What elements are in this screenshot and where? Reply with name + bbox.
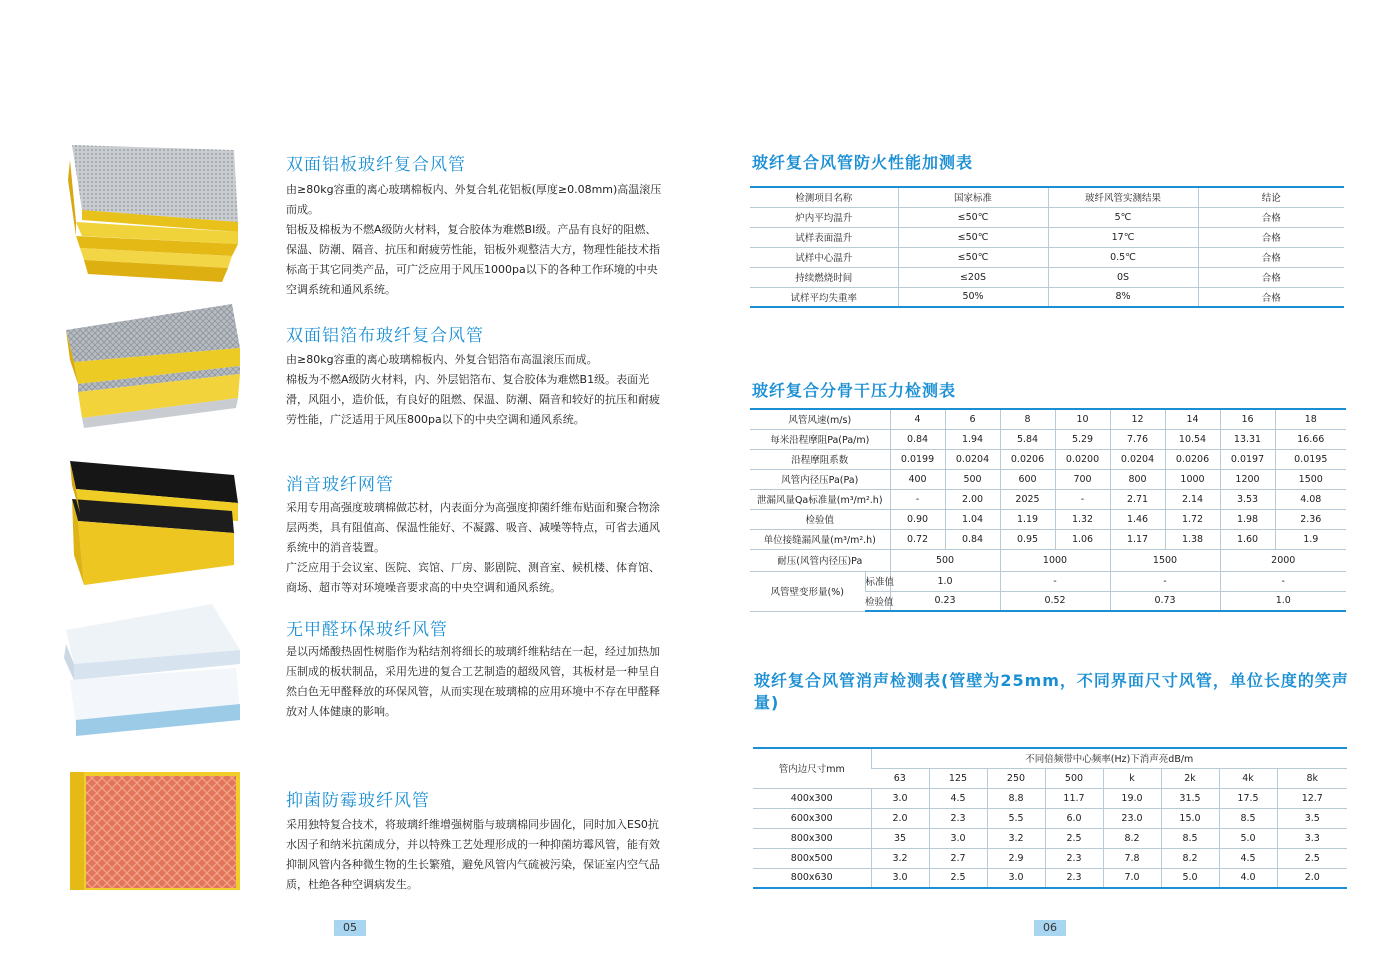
table-cell: 每米沿程摩阻Pa(Pa/m) [750,429,890,449]
table-cell: 5℃ [1048,207,1198,227]
table-cell: 试样表面温升 [750,227,898,247]
table-cell: 0.72 [890,529,945,549]
table-cell: 1.0 [890,571,1000,591]
table-cell: 1500 [1110,549,1220,571]
table-cell: 检验值 [865,591,890,611]
table-cell: 12.7 [1277,788,1347,808]
table-cell: ≤50℃ [898,247,1048,267]
product-paragraph: 铝板及棉板为不燃A级防火材料，复合胶体为难燃BI级。产品有良好的阻燃、保温、防潮、隔音、抗压和耐疲劳性能，铝板外观整洁大方，物理性能技术指标高于其它同类产品，可广泛应用于风压1000pa以下的各种工作环境的中央空调系统和通风系统。 [286,223,660,296]
table-cell: 2.14 [1165,489,1220,509]
table-cell: 合格 [1198,287,1344,307]
table-cell: 8.8 [987,788,1045,808]
table-cell: 800x630 [753,868,871,888]
table-cell: 2.5 [1045,828,1103,848]
table-cell: 2.3 [1045,848,1103,868]
table-cell: 19.0 [1103,788,1161,808]
table-row [750,529,1346,549]
table-cell: 单位接缝漏风量(m³/m².h) [750,529,890,549]
table-cell: 800 [1110,469,1165,489]
table-cell: 23.0 [1103,808,1161,828]
table-row [750,227,1344,247]
table-header: 结论 [1198,187,1344,207]
table-cell: 2.36 [1275,509,1346,529]
table-cell: 1000 [1000,549,1110,571]
table-cell: 2.5 [1277,848,1347,868]
table-cell: 4.5 [1219,848,1277,868]
table-row [750,247,1344,267]
table-header: 管内边尺寸mm [753,748,871,788]
table-cell: 0.0206 [1000,449,1055,469]
aluminum-plate-duct-image [62,140,242,290]
table-cell: 50% [898,287,1048,307]
table-cell: 11.7 [1045,788,1103,808]
table-header: 63 [871,768,929,788]
sound-test-table [753,747,1347,889]
table-cell: 0.52 [1000,591,1110,611]
table-cell: 2.71 [1110,489,1165,509]
table-cell: 600x300 [753,808,871,828]
table-cell: 泄漏风量Qa标准量(m³/m².h) [750,489,890,509]
product-description [286,498,666,598]
table-cell: 10.54 [1165,429,1220,449]
table-cell: 1.04 [945,509,1000,529]
fire-table-title: 玻纤复合风管防火性能加测表 [752,153,974,172]
table-cell: - [890,489,945,509]
product-description [286,180,666,300]
table-cell: 耐压(风管内径压)Pa [750,549,890,571]
table-cell: 风管壁变形量(%) [750,571,865,611]
table-cell: 1500 [1275,469,1346,489]
table-cell: 600 [1000,469,1055,489]
product-paragraph: 由≥80kg容重的离心玻璃棉板内、外复合轧花铝板(厚度≥0.08mm)高温滚压而成。 [286,183,662,216]
product-paragraph: 采用独特复合技术，将玻璃纤维增强树脂与玻璃棉同步固化，同时加入ES0抗水因子和纳米抗菌成分，并以特殊工艺处理形成的一种抑菌坊霉风管，能有效抑制风管内各种微生物的生长繁殖，避免风管内气硫被污染，保证室内空气品质，杜绝各种空调病发生。 [286,818,660,891]
table-row [753,828,1347,848]
table-cell: 1.94 [945,429,1000,449]
table-cell: 0.90 [890,509,945,529]
table-cell: 400 [890,469,945,489]
table-cell: 1.06 [1055,529,1110,549]
table-cell: 1.46 [1110,509,1165,529]
table-cell: 7.0 [1103,868,1161,888]
table-cell: 3.0 [871,868,929,888]
table-cell: 0.84 [945,529,1000,549]
product-description [286,350,666,430]
table-cell: 3.5 [1277,808,1347,828]
table-cell: 0.0204 [945,449,1000,469]
table-header: 检测项目名称 [750,187,898,207]
sound-table-title: 玻纤复合风管消声检测表(管壁为25mm，不同界面尺寸风管，单位长度的笑声量) [754,671,1349,712]
table-cell: 6.0 [1045,808,1103,828]
table-row [753,808,1347,828]
product-title: 双面铝板玻纤复合风管 [286,155,466,175]
table-cell: 合格 [1198,267,1344,287]
table-cell: 1.32 [1055,509,1110,529]
table-header: k [1103,768,1161,788]
table-cell: 800x500 [753,848,871,868]
table-cell: 0.23 [890,591,1000,611]
antibacterial-duct-image [62,768,242,893]
table-cell: 3.0 [987,868,1045,888]
table-cell: 2.5 [929,868,987,888]
table-header: 不同倍频带中心频率(Hz)下消声亮dB/m [871,748,1347,768]
table-cell: 3.2 [871,848,929,868]
table-cell: - [1220,571,1346,591]
table-header: 250 [987,768,1045,788]
table-row [750,449,1346,469]
product-paragraph: 由≥80kg容重的离心玻璃棉板内、外复合铝箔布高温滚压而成。 [286,353,598,366]
table-cell: 15.0 [1161,808,1219,828]
table-cell: 1.60 [1220,529,1275,549]
table-cell: 5.84 [1000,429,1055,449]
table-cell: 5.0 [1219,828,1277,848]
table-cell: ≤50℃ [898,207,1048,227]
table-header: 玻纤风管实测结果 [1048,187,1198,207]
table-cell: 2.3 [1045,868,1103,888]
table-cell: 1.17 [1110,529,1165,549]
table-header: 4k [1219,768,1277,788]
page-number-left: 05 [334,920,366,936]
table-cell: 0.0206 [1165,449,1220,469]
table-cell: 2.00 [945,489,1000,509]
table-cell: 4.0 [1219,868,1277,888]
table-cell: 16.66 [1275,429,1346,449]
table-row [753,868,1347,888]
table-cell: 8.5 [1161,828,1219,848]
table-cell: 5.29 [1055,429,1110,449]
table-cell: 0.0195 [1275,449,1346,469]
table-cell: 3.2 [987,828,1045,848]
table-cell: 标准值 [865,571,890,591]
table-cell: 17℃ [1048,227,1198,247]
table-cell: 1200 [1220,469,1275,489]
pressure-test-table [750,408,1346,612]
table-cell: 14 [1165,409,1220,429]
table-cell: 2.9 [987,848,1045,868]
table-cell: 0.0199 [890,449,945,469]
product-paragraph: 棉板为不燃A级防火材料，内、外层铝箔布、复合胶体为难燃B1级。表面光滑，风阻小，造价低，有良好的阻燃、保温、防潮、隔音和较好的抗压和耐疲劳性能，广泛适用于风压800pa以下的中央空调和通风系统。 [286,373,660,426]
table-cell: 7.76 [1110,429,1165,449]
table-cell: 0.0197 [1220,449,1275,469]
table-row [750,489,1346,509]
product-title: 消音玻纤网管 [286,475,394,495]
table-cell: 3.0 [929,828,987,848]
table-cell: - [1055,489,1110,509]
table-cell: 5.5 [987,808,1045,828]
table-cell: 3.0 [871,788,929,808]
table-cell: 0.84 [890,429,945,449]
table-cell: 3.53 [1220,489,1275,509]
table-cell: ≤50℃ [898,227,1048,247]
product-description [286,642,666,722]
table-cell: 8 [1000,409,1055,429]
table-header: 125 [929,768,987,788]
table-cell: 0.0200 [1055,449,1110,469]
table-cell: 8% [1048,287,1198,307]
table-cell: 炉内平均温升 [750,207,898,227]
table-cell: - [1000,571,1110,591]
table-row [753,848,1347,868]
table-header: 8k [1277,768,1347,788]
table-cell: 1.9 [1275,529,1346,549]
product-paragraph: 采用专用高强度玻璃棉做芯材，内表面分为高强度抑菌纤维布贴面和聚合物涂层两类，具有阻值高、保温性能好、不凝露、吸音、减噪等特点，可省去通风系统中的消音装置。 [286,501,660,554]
table-cell: 4 [890,409,945,429]
table-row [750,409,1346,429]
table-cell: 13.31 [1220,429,1275,449]
table-cell: 0.5℃ [1048,247,1198,267]
table-cell: 17.5 [1219,788,1277,808]
table-cell: 0.95 [1000,529,1055,549]
pressure-table-title: 玻纤复合分骨干压力检测表 [752,381,957,400]
table-cell: 8.2 [1103,828,1161,848]
table-cell: 2.0 [1277,868,1347,888]
table-cell: 700 [1055,469,1110,489]
table-cell: 风管内径压Pa(Pa) [750,469,890,489]
table-cell: 1.72 [1165,509,1220,529]
table-cell: 500 [890,549,1000,571]
table-cell: 18 [1275,409,1346,429]
table-cell: 6 [945,409,1000,429]
page-number-right: 06 [1034,920,1066,936]
table-cell: 4.08 [1275,489,1346,509]
table-cell: 1.0 [1220,591,1346,611]
table-row [750,287,1344,307]
product-description [286,815,666,895]
table-header: 2k [1161,768,1219,788]
product-title: 双面铝箔布玻纤复合风管 [286,326,484,346]
table-cell: 16 [1220,409,1275,429]
table-cell: 合格 [1198,247,1344,267]
table-cell: 2025 [1000,489,1055,509]
table-row [750,207,1344,227]
table-header: 国家标准 [898,187,1048,207]
table-row [750,267,1344,287]
fire-test-table [750,186,1344,308]
table-cell: 检验值 [750,509,890,529]
table-cell: 400x300 [753,788,871,808]
table-cell: 8.2 [1161,848,1219,868]
table-cell: 0.73 [1110,591,1220,611]
product-paragraph: 是以丙烯酸热固性树脂作为粘结剂将细长的玻璃纤维粘结在一起，经过加热加压制成的板状制品，采用先进的复合工艺制造的超级风管，其板材是一种呈自然白色无甲醛释放的环保风管，从而实现在玻璃棉的应用环境中不存在甲醛释放对人体健康的影响。 [286,645,660,718]
table-cell: 12 [1110,409,1165,429]
table-cell: 5.0 [1161,868,1219,888]
formaldehyde-free-duct-image [62,600,242,740]
table-cell: 1000 [1165,469,1220,489]
table-cell: 10 [1055,409,1110,429]
table-cell: 合格 [1198,227,1344,247]
table-cell: 800x300 [753,828,871,848]
table-row [753,748,1347,768]
table-row [750,571,1346,591]
table-cell: 沿程摩阻系数 [750,449,890,469]
table-row [750,429,1346,449]
table-cell: 0.0204 [1110,449,1165,469]
table-cell: 3.3 [1277,828,1347,848]
table-cell: 2.7 [929,848,987,868]
table-cell: 500 [945,469,1000,489]
table-cell: 2.0 [871,808,929,828]
aluminum-foil-duct-image [62,300,242,440]
table-cell: 合格 [1198,207,1344,227]
table-cell: - [1110,571,1220,591]
table-header: 500 [1045,768,1103,788]
table-cell: 8.5 [1219,808,1277,828]
table-cell: 试样平均失重率 [750,287,898,307]
table-cell: 1.38 [1165,529,1220,549]
table-cell: 风管风速(m/s) [750,409,890,429]
table-cell: 31.5 [1161,788,1219,808]
table-row [750,549,1346,571]
table-cell: 7.8 [1103,848,1161,868]
product-paragraph: 广泛应用于会议室、医院、宾馆、厂房、影剧院、测音室、候机楼、体育馆、商场、超市等对环境噪音要求高的中央空调和通风系统。 [286,561,660,594]
product-title: 抑菌防霉玻纤风管 [286,791,430,811]
table-cell: 1.98 [1220,509,1275,529]
table-cell: 1.19 [1000,509,1055,529]
table-row [750,509,1346,529]
table-cell: 4.5 [929,788,987,808]
table-cell: 35 [871,828,929,848]
table-cell: 2.3 [929,808,987,828]
table-cell: 试样中心温升 [750,247,898,267]
product-title: 无甲醛环保玻纤风管 [286,620,448,640]
table-cell: 0S [1048,267,1198,287]
table-cell: ≤20S [898,267,1048,287]
table-row [753,788,1347,808]
table-row [750,469,1346,489]
table-cell: 2000 [1220,549,1346,571]
sound-absorbing-duct-image [62,455,242,590]
table-cell: 持续燃烧时间 [750,267,898,287]
